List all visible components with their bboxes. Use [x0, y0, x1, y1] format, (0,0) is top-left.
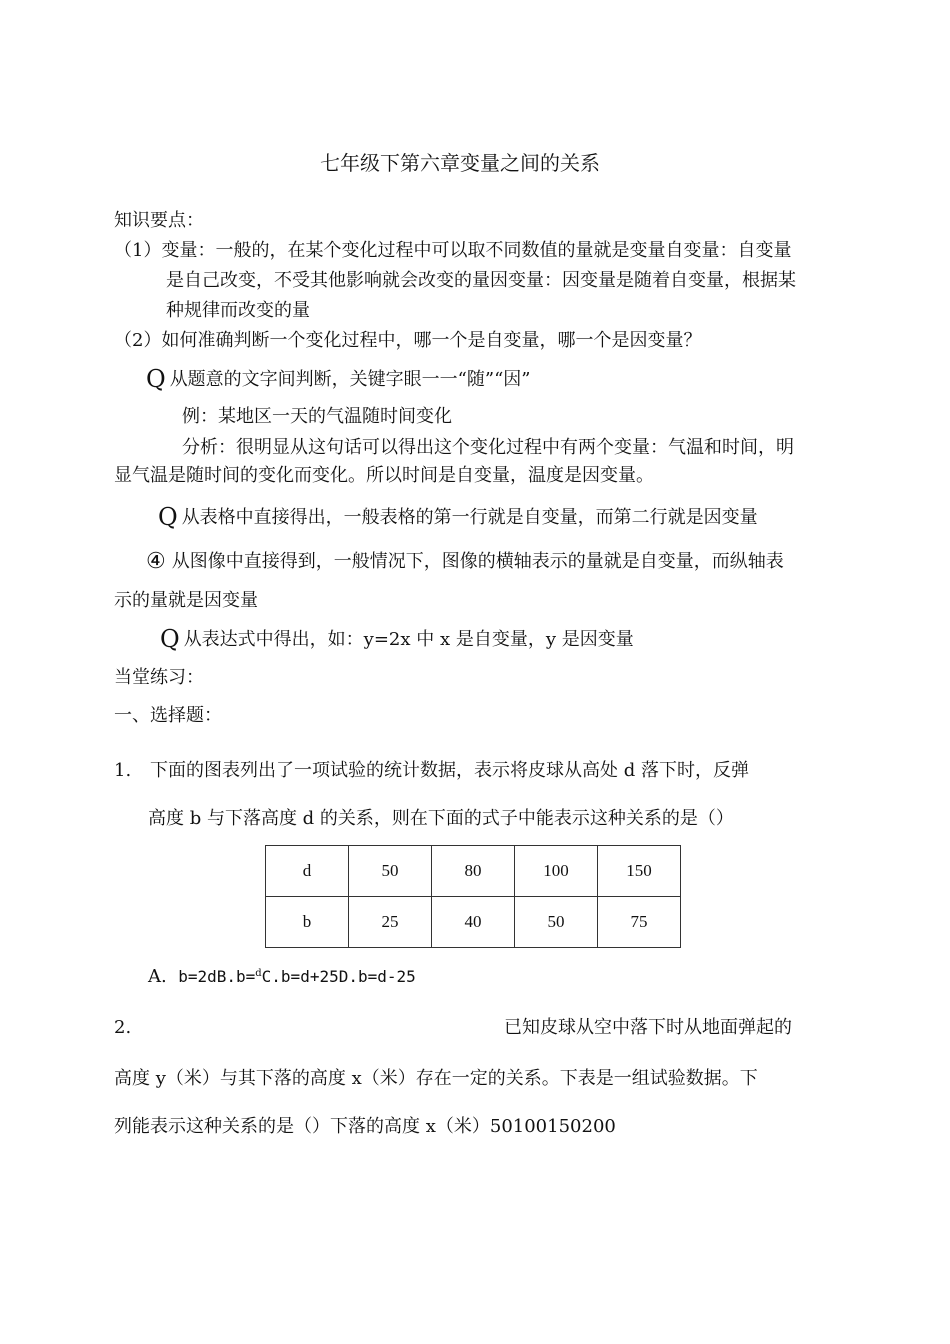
method4-bullet: Q [160, 625, 180, 653]
question2-line1: 已知皮球从空中落下时从地面弹起的 [504, 1017, 792, 1038]
table-cell: 80 [432, 846, 515, 897]
options-superscript: d [255, 968, 262, 979]
method1-bullet: Q [146, 365, 166, 393]
knowledge-heading: 知识要点： [114, 210, 204, 231]
question2-line3: 列能表示这种关系的是（）下落的高度 x（米）50100150200 [114, 1116, 616, 1137]
example-text: 例：某地区一天的气温随时间变化 [182, 406, 452, 427]
table-cell: 40 [432, 897, 515, 948]
options-a: b=2dB.b= [178, 967, 256, 986]
table-cell: 50 [515, 897, 598, 948]
table-row [266, 897, 681, 948]
method3-bullet: ④ [146, 549, 166, 574]
question1-options [148, 963, 416, 988]
method2-bullet: Q [158, 503, 178, 531]
analysis-line1: 分析：很明显从这句话可以得出这个变化过程中有两个变量：气温和时间，明 [182, 437, 794, 458]
method1 [146, 365, 531, 393]
point1-line1: （1）变量：一般的，在某个变化过程中可以取不同数值的量就是变量自变量：自变量 [114, 240, 792, 261]
point1-line2: 是自己改变，不受其他影响就会改变的量因变量：因变量是随着自变量，根据某 [166, 270, 796, 291]
section-heading: 一、选择题： [114, 705, 222, 726]
method3-line1 [146, 551, 784, 573]
method4-text: 从表达式中得出，如：y=2x 中 x 是自变量，y 是因变量 [183, 629, 634, 650]
data-table [265, 845, 681, 948]
question1-line1: 下面的图表列出了一项试验的统计数据，表示将皮球从高处 d 落下时，反弹 [150, 760, 749, 781]
question2-line2: 高度 y（米）与其下落的高度 x（米）存在一定的关系。下表是一组试验数据。下 [114, 1068, 758, 1089]
table-cell: 25 [349, 897, 432, 948]
method2-text: 从表格中直接得出，一般表格的第一行就是自变量，而第二行就是因变量 [181, 507, 758, 528]
method3-line2: 示的量就是因变量 [114, 590, 258, 611]
table-cell: 50 [349, 846, 432, 897]
table-cell: d [266, 846, 349, 897]
question1-number: 1. [114, 760, 132, 781]
options-prefix: A. [148, 966, 167, 987]
page-title: 七年级下第六章变量之间的关系 [320, 151, 600, 175]
point1-line3: 种规律而改变的量 [166, 300, 310, 321]
table-cell: 100 [515, 846, 598, 897]
practice-heading: 当堂练习： [114, 667, 204, 688]
table-cell: 75 [598, 897, 681, 948]
analysis-line2: 显气温是随时间的变化而变化。所以时间是自变量，温度是因变量。 [114, 465, 654, 486]
point2: （2）如何准确判断一个变化过程中，哪一个是自变量，哪一个是因变量？ [114, 330, 702, 351]
method2 [158, 503, 758, 531]
table-cell: b [266, 897, 349, 948]
method3-text: 从图像中直接得到，一般情况下，图像的横轴表示的量就是自变量，而纵轴表 [171, 551, 784, 572]
table-cell: 150 [598, 846, 681, 897]
options-rest: C.b=d+25D.b=d-25 [261, 967, 416, 986]
method1-text: 从题意的文字间判断，关键字眼一一“随”“因” [169, 369, 531, 390]
question1-line2: 高度 b 与下落高度 d 的关系，则在下面的式子中能表示这种关系的是（） [148, 808, 734, 829]
method4 [160, 625, 634, 653]
question2-number: 2. [114, 1017, 132, 1038]
table-row [266, 846, 681, 897]
